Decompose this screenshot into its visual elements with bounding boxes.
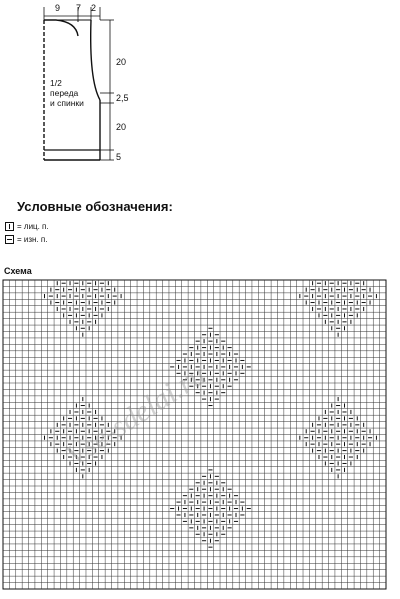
legend-title: Условные обозначения: [17,199,173,214]
piece-label-line-2: переда [50,88,79,98]
height-5-label: 5 [116,152,122,162]
width-7-label: 7 [76,3,82,13]
legend-knit-text: = лиц. п. [17,222,49,231]
piece-label-line-3: и спинки [50,98,84,108]
piece-label-line-1: 1/2 [50,78,62,88]
height-20-top-label: 20 [116,57,127,67]
width-9-label: 9 [55,3,61,13]
width-2-label: 2 [91,3,97,13]
height-2-5-label: 2,5 [116,93,129,103]
watermark: Vse-sdelai.ru [60,358,212,473]
legend-purl-text: = изн. п. [17,235,48,244]
chart-title: Схема [4,266,32,276]
height-20-bottom-label: 20 [116,122,127,132]
